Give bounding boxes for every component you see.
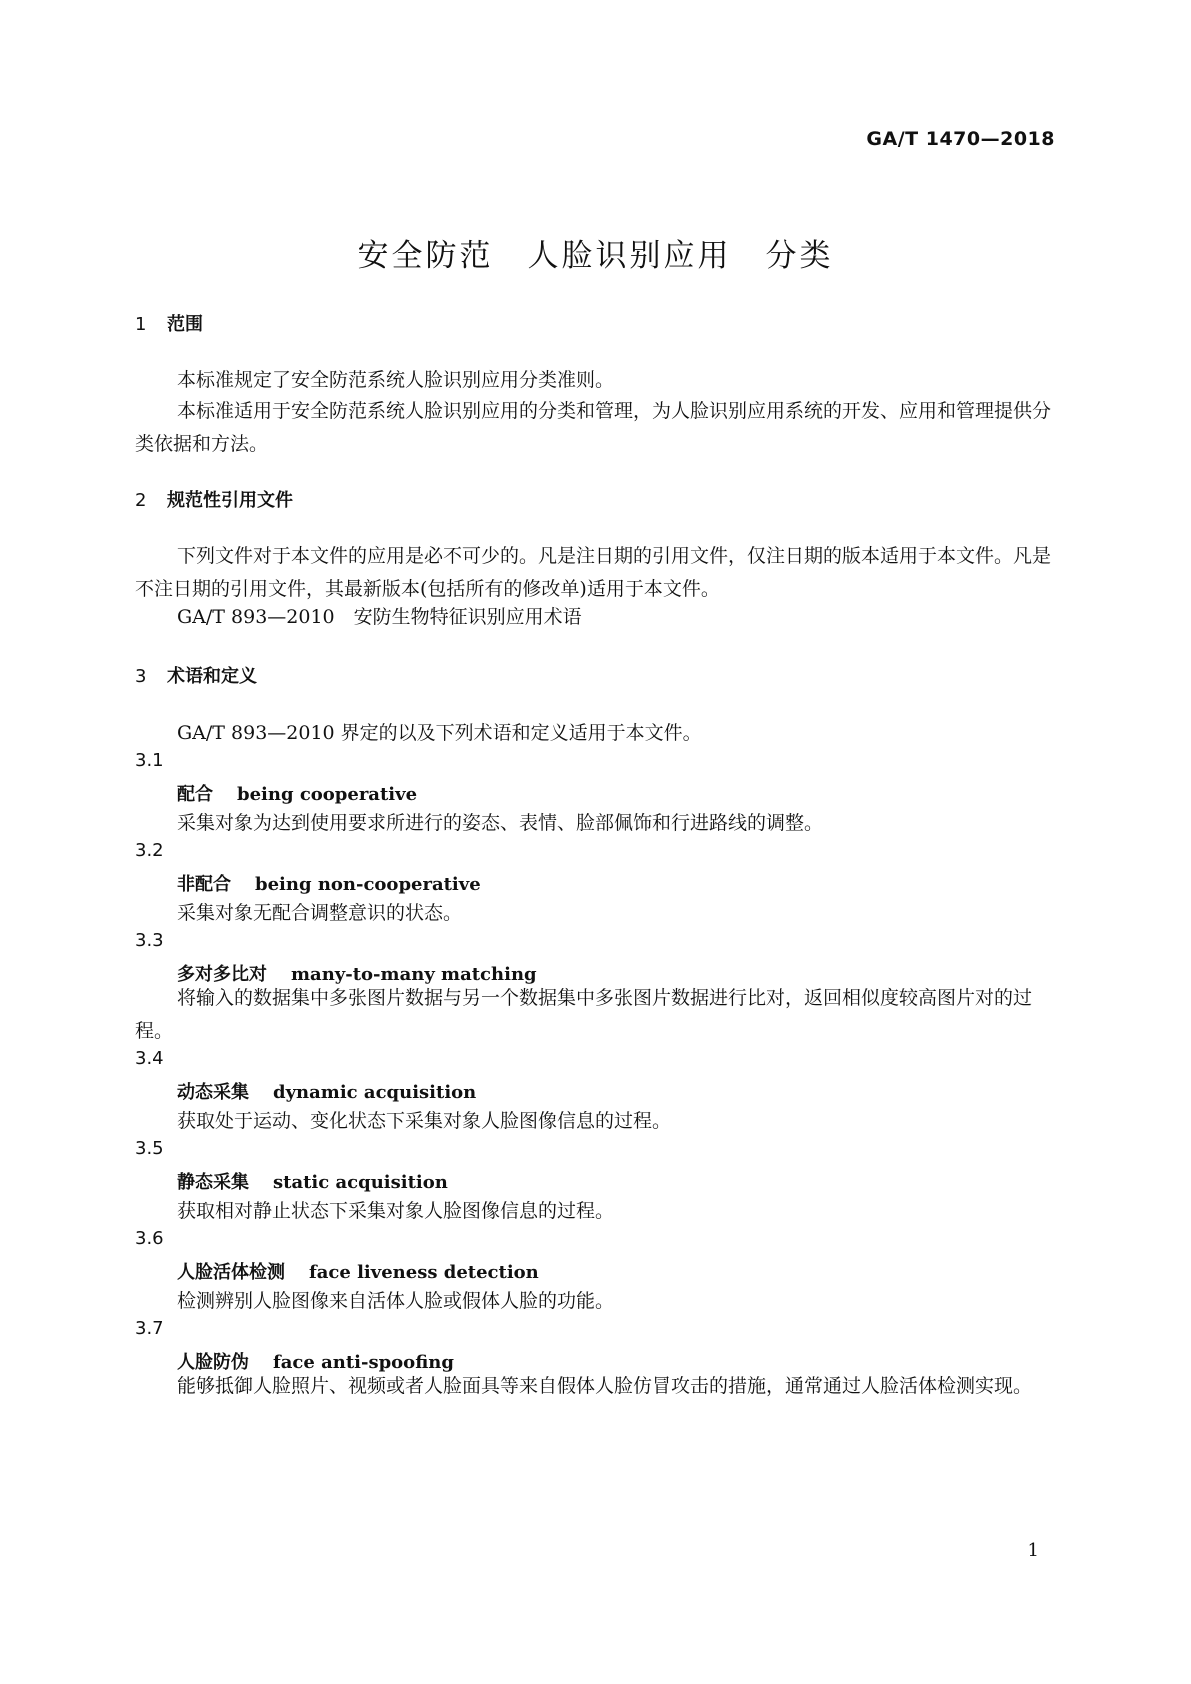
term-definition: 获取处于运动、变化状态下采集对象人脸图像信息的过程。: [177, 1110, 672, 1132]
term-definition: 采集对象为达到使用要求所进行的姿态、表情、脸部佩饰和行进路线的调整。: [177, 812, 824, 834]
term-heading: 多对多比对 many-to-many matching: [177, 964, 537, 985]
page-number: 1: [1027, 1540, 1039, 1561]
section-title: 规范性引用文件: [167, 490, 293, 511]
section-number: 2: [135, 490, 147, 511]
term-definition: 将输入的数据集中多张图片数据与另一个数据集中多张图片数据进行比对，返回相似度较高图片对的过程。: [135, 987, 1033, 1042]
terms-intro: GA/T 893—2010 界定的以及下列术语和定义适用于本文件。: [177, 722, 702, 744]
term-definition: 能够抵御人脸照片、视频或者人脸面具等来自假体人脸仿冒攻击的措施，通常通过人脸活体检测实现。: [177, 1375, 1033, 1397]
term-number: 3.1: [135, 750, 164, 771]
document-number: GA/T 1470—2018: [866, 128, 1055, 150]
scope-paragraph-1: 本标准规定了安全防范系统人脸识别应用分类准则。: [177, 369, 615, 391]
term-number: 3.7: [135, 1318, 164, 1339]
term-number: 3.3: [135, 930, 164, 951]
scope-paragraph-2: 本标准适用于安全防范系统人脸识别应用的分类和管理，为人脸识别应用系统的开发、应用和管理提供分类依据和方法。: [135, 400, 1052, 455]
term-heading: 配合 being cooperative: [177, 784, 418, 805]
section-heading-terms: [135, 662, 257, 688]
term-number: 3.2: [135, 840, 164, 861]
page-title: 安全防范 人脸识别应用 分类: [357, 238, 834, 274]
term-heading: 人脸活体检测 face liveness detection: [177, 1262, 539, 1283]
term-heading: 动态采集 dynamic acquisition: [177, 1082, 477, 1103]
normative-paragraph: 下列文件对于本文件的应用是必不可少的。凡是注日期的引用文件，仅注日期的版本适用于本文件。凡是不注日期的引用文件，其最新版本(包括所有的修改单)适用于本文件。: [135, 545, 1052, 600]
section-number: 1: [135, 314, 147, 335]
section-title: 范围: [167, 314, 203, 335]
normative-reference: GA/T 893—2010 安防生物特征识别应用术语: [177, 606, 582, 628]
term-number: 3.5: [135, 1138, 164, 1159]
section-heading-normative: [135, 486, 293, 512]
term-number: 3.4: [135, 1048, 164, 1069]
term-heading: 静态采集 static acquisition: [177, 1172, 448, 1193]
term-number: 3.6: [135, 1228, 164, 1249]
term-heading: 人脸防伪 face anti-spoofing: [177, 1352, 454, 1373]
term-definition: 检测辨别人脸图像来自活体人脸或假体人脸的功能。: [177, 1290, 615, 1312]
term-definition: 获取相对静止状态下采集对象人脸图像信息的过程。: [177, 1200, 615, 1222]
term-definition: 采集对象无配合调整意识的状态。: [177, 902, 463, 924]
section-title: 术语和定义: [167, 666, 257, 687]
section-heading-scope: [135, 310, 203, 336]
section-number: 3: [135, 666, 147, 687]
term-heading: 非配合 being non-cooperative: [177, 874, 481, 895]
